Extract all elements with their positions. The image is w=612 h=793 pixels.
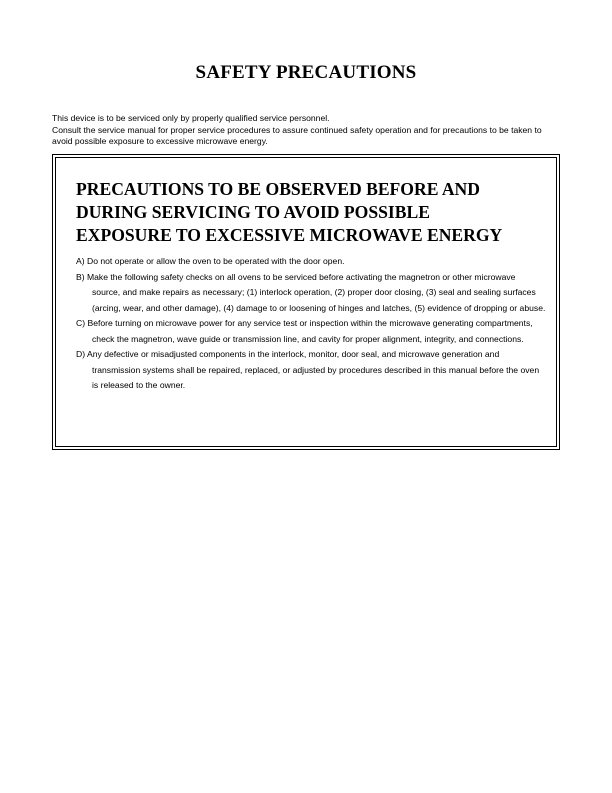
precaution-item-d: D) Any defective or misadjusted components in the interlock, monitor, door seal, and microwave generation and transmission systems shall be repaired, replaced, or adjusted by procedures described in this manual before the oven is released to the owner. [76,349,540,390]
precautions-box-inner-border [55,157,557,447]
page-title: SAFETY PRECAUTIONS [195,62,417,83]
precautions-list [76,254,546,394]
precaution-item-b: B) Make the following safety checks on all ovens to be serviced before activating the magnetron or other microwave source, and make repairs as necessary; (1) interlock operation, (2) proper door closing, (3) seal and sealing surfaces (arcing, wear, and other damage), (4) damage to or loosening of hinges and latches, (5) evidence of dropping or abuse. [76,271,546,313]
precautions-heading [76,178,546,247]
intro-line-service-personnel: This device is to be serviced only by properly qualified service personnel. [52,113,330,123]
precaution-item-c: C) Before turning on microwave power for any service test or inspection within the microwave generating compartments, check the magnetron, wave guide or transmission line, and cavity for proper alignment, integrity, and connections. [76,318,533,344]
precautions-heading-line: EXPOSURE TO EXCESSIVE MICROWAVE ENERGY [76,225,503,245]
precaution-item-a: A) Do not operate or allow the oven to be operated with the door open. [76,256,345,266]
precautions-heading-line: PRECAUTIONS TO BE OBSERVED BEFORE AND [76,179,480,199]
intro-line-service-manual: Consult the service manual for proper service procedures to assure continued safety operation and for precautions to be taken to avoid possible exposure to excessive microwave energy. [52,124,542,146]
precautions-box [52,154,560,450]
intro-text [52,113,564,148]
precautions-heading-line: DURING SERVICING TO AVOID POSSIBLE [76,202,430,222]
